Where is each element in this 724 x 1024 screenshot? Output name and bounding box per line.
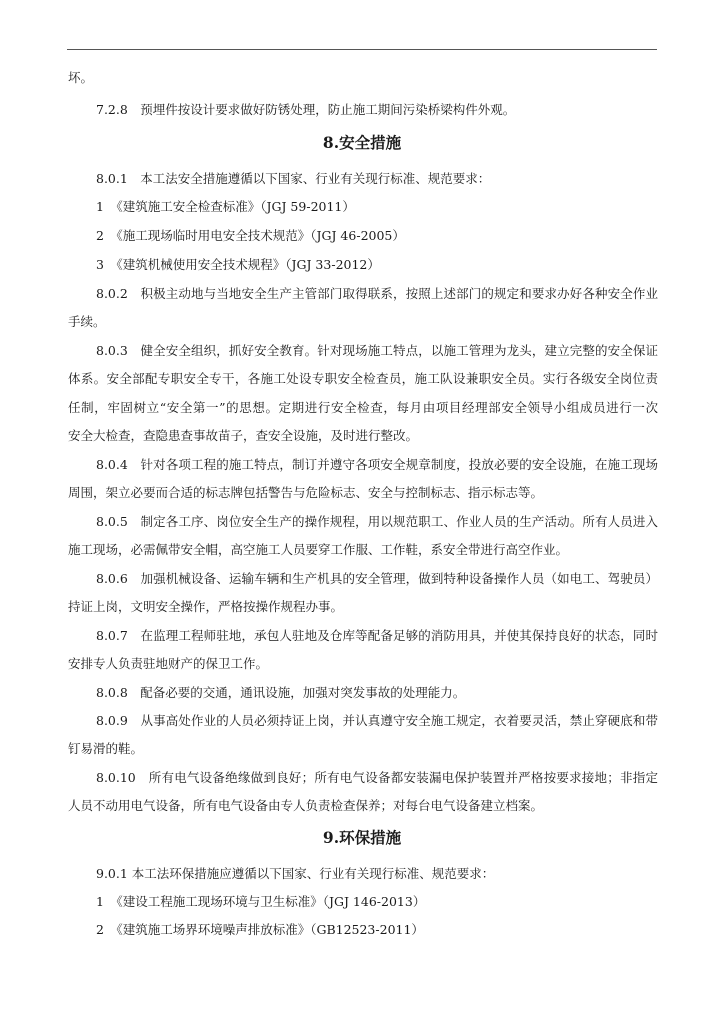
paragraph-line: 8.0.1 本工法安全措施遵循以下国家、行业有关现行标准、规范要求： [96, 171, 491, 186]
list-item: 3 《建筑机械使用安全技术规程》（JGJ 33-2012） [96, 257, 380, 272]
paragraph-line: 施工现场，必需佩带安全帽，高空施工人员要穿工作服、工作鞋，系安全带进行高空作业。 [68, 542, 569, 557]
paragraph-line: 7.2.8 预埋件按设计要求做好防锈处理，防止施工期间污染桥梁构件外观。 [96, 102, 516, 117]
paragraph-line: 钉易滑的鞋。 [68, 741, 144, 756]
section-heading-environment: 9.环保措施 [322, 828, 402, 847]
list-item: 2 《建筑施工场界环境噪声排放标准》（GB12523-2011） [96, 922, 424, 937]
paragraph-line: 8.0.6 加强机械设备、运输车辆和生产机具的安全管理，做到特种设备操作人员（如电工、驾驶员） [96, 571, 658, 586]
paragraph-line: 坏。 [68, 70, 94, 85]
section-heading-safety: 8.安全措施 [322, 133, 402, 152]
paragraph-line: 8.0.7 在监理工程师驻地，承包人驻地及仓库等配备足够的消防用具，并使其保持良好的状态，同时 [96, 628, 658, 643]
list-item: 1 《建设工程施工现场环境与卫生标准》（JGJ 146-2013） [96, 894, 426, 909]
paragraph-line: 安全大检查，查隐患查事故苗子，查安全设施，及时进行整改。 [68, 428, 419, 443]
paragraph-line: 持证上岗，文明安全操作，严格按操作规程办事。 [68, 599, 344, 614]
paragraph-line: 周围，架立必要而合适的标志牌包括警告与危险标志、安全与控制标志、指示标志等。 [68, 485, 544, 500]
paragraph-line: 8.0.9 从事高处作业的人员必须持证上岗，并认真遵守安全施工规定，衣着要灵活，禁止穿硬底和带 [96, 713, 658, 728]
paragraph-line: 安排专人负责驻地财产的保卫工作。 [68, 656, 269, 671]
paragraph-line: 8.0.3 健全安全组织，抓好安全教育。针对现场施工特点，以施工管理为龙头，建立完整的安全保证 [96, 343, 658, 358]
header-rule [67, 49, 657, 50]
paragraph-line: 8.0.8 配备必要的交通，通讯设施，加强对突发事故的处理能力。 [96, 685, 466, 700]
paragraph-line: 8.0.4 针对各项工程的施工特点，制订并遵守各项安全规章制度，投放必要的安全设施，在施工现场 [96, 457, 658, 472]
paragraph-line: 人员不动用电气设备，所有电气设备由专人负责检查保养；对每台电气设备建立档案。 [68, 798, 544, 813]
paragraph-line: 手续。 [68, 314, 106, 329]
list-item: 2 《施工现场临时用电安全技术规范》（JGJ 46-2005） [96, 228, 405, 243]
paragraph-line: 8.0.5 制定各工序、岗位安全生产的操作规程，用以规范职工、作业人员的生产活动。所有人员进入 [96, 514, 658, 529]
paragraph-line: 9.0.1 本工法环保措施应遵循以下国家、行业有关现行标准、规范要求： [96, 866, 495, 881]
paragraph-line: 8.0.10 所有电气设备绝缘做到良好；所有电气设备都安装漏电保护装置并严格按要求接地；非指定 [96, 770, 658, 785]
list-item: 1 《建筑施工安全检查标准》（JGJ 59-2011） [96, 199, 355, 214]
paragraph-line: 体系。安全部配专职安全专干，各施工处设专职安全检查员，施工队设兼职安全员。实行各级安全岗位责 [68, 371, 658, 386]
paragraph-line: 任制，牢固树立“安全第一”的思想。定期进行安全检查，每月由项目经理部安全领导小组成员进行一次 [68, 400, 658, 415]
paragraph-line: 8.0.2 积极主动地与当地安全生产主管部门取得联系，按照上述部门的规定和要求办好各种安全作业 [96, 286, 658, 301]
